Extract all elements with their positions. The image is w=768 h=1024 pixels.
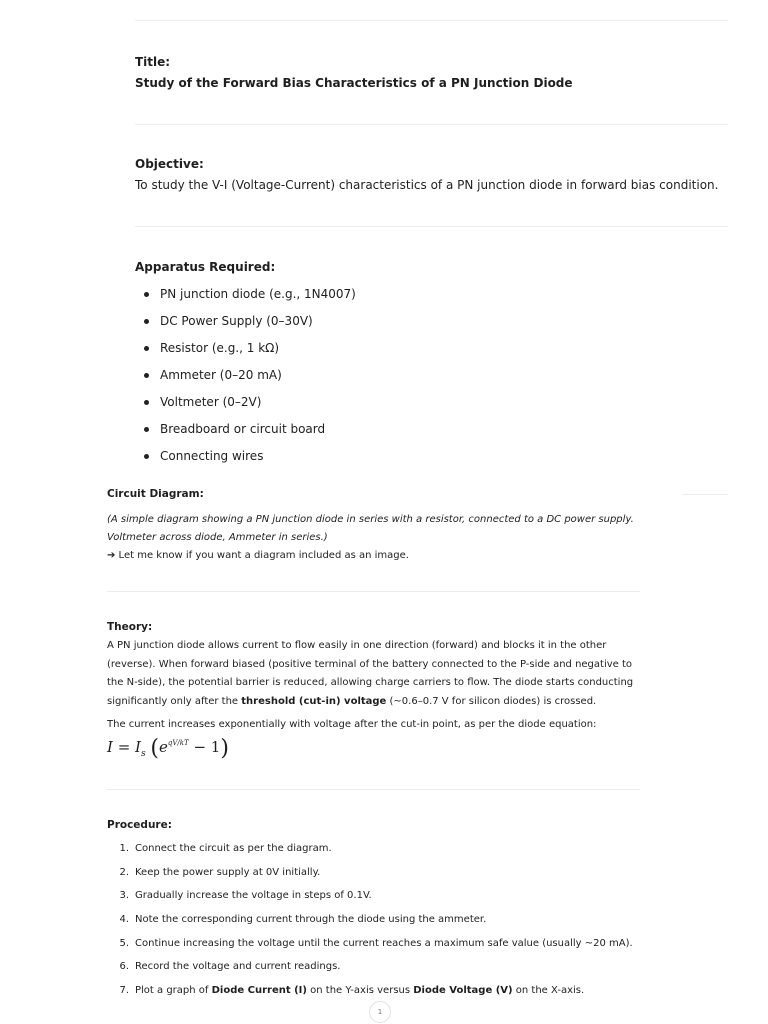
list-item — [144, 421, 356, 448]
list-item — [144, 340, 356, 367]
step-number: 3. — [119, 890, 129, 902]
document-title: Study of the Forward Bias Characteristics of a PN Junction Diode — [135, 76, 573, 90]
bullet-icon — [144, 427, 149, 432]
apparatus-item: DC Power Supply (0–30V) — [160, 314, 313, 328]
bullet-icon — [144, 454, 149, 459]
procedure-heading: Procedure: — [107, 819, 172, 831]
apparatus-item: Voltmeter (0–2V) — [160, 395, 262, 409]
step-number: 5. — [119, 937, 129, 949]
objective-heading: Objective: — [135, 157, 204, 171]
list-item — [107, 935, 633, 959]
step-number: 7. — [119, 985, 129, 997]
bullet-icon — [144, 319, 149, 324]
bullet-icon — [144, 373, 149, 378]
threshold-voltage-term: threshold (cut-in) voltage — [241, 695, 387, 707]
step-number: 1. — [119, 843, 129, 854]
paren-open: ( — [150, 736, 159, 761]
list-item — [144, 313, 356, 340]
theory-heading: Theory: — [107, 621, 153, 633]
circuit-heading: Circuit Diagram: — [107, 488, 204, 500]
apparatus-item: Breadboard or circuit board — [160, 422, 326, 436]
list-item — [107, 840, 633, 864]
apparatus-list — [144, 286, 356, 475]
step-text: on the Y-axis versus — [306, 985, 414, 997]
theory-paragraph — [107, 637, 642, 711]
step-text: Plot a graph of — [135, 985, 212, 997]
apparatus-heading: Apparatus Required: — [135, 260, 276, 274]
circuit-note-line1: (A simple diagram showing a PN junction diode in series with a resistor, connected to a DC power supply. — [107, 514, 634, 525]
bullet-icon — [144, 292, 149, 297]
theory-text-start: A PN junction diode allows current to flow easily in one direction (forward) and blocks it in the other (reverse). When forward biased (positive terminal of the battery connected to the P-side and negative to the N-side), the potential barrier is reduced, allowing charge carriers to flow. The diode starts conducting significantly only after the — [107, 640, 634, 707]
title-heading: Title: — [135, 55, 171, 69]
list-item — [107, 911, 633, 935]
list-item — [144, 394, 356, 421]
divider — [135, 226, 728, 227]
step-text: Note the corresponding current through the diode using the ammeter. — [135, 914, 487, 926]
step-text: Keep the power supply at 0V initially. — [135, 866, 321, 878]
list-item — [144, 448, 356, 475]
list-item — [107, 887, 633, 911]
theory-paragraph-2: The current increases exponentially with voltage after the cut-in point, as per the diode equation: — [107, 719, 597, 730]
step-bold-term: Diode Current (I) — [211, 985, 307, 997]
step-number: 2. — [119, 866, 129, 878]
apparatus-item: Ammeter (0–20 mA) — [160, 368, 282, 382]
equation-subscript: s — [140, 749, 146, 759]
step-text: Continue increasing the voltage until the current reaches a maximum safe value (usually ~20 mA). — [135, 937, 633, 949]
apparatus-item: Connecting wires — [160, 449, 264, 463]
equation-e: e — [158, 738, 168, 756]
bullet-icon — [144, 400, 149, 405]
procedure-list — [107, 840, 633, 1006]
paren-close: ) — [220, 736, 229, 761]
equation-minus-one: − 1 — [193, 738, 221, 756]
diode-equation — [107, 736, 229, 761]
page-indicator[interactable]: 1 — [369, 1001, 391, 1023]
circuit-note-line2: Voltmeter across diode, Ammeter in series.) — [107, 532, 328, 543]
diagram-offer: ➔ Let me know if you want a diagram included as an image. — [107, 550, 409, 561]
divider — [135, 124, 728, 125]
bullet-icon — [144, 346, 149, 351]
theory-text-end: (~0.6–0.7 V for silicon diodes) is crossed. — [386, 695, 597, 707]
step-bold-term: Diode Voltage (V) — [413, 985, 513, 997]
objective-text: To study the V-I (Voltage-Current) characteristics of a PN junction diode in forward bias condition. — [135, 178, 719, 192]
step-text: Record the voltage and current readings. — [135, 961, 341, 973]
apparatus-item: Resistor (e.g., 1 kΩ) — [160, 341, 280, 355]
divider — [682, 494, 728, 495]
list-item — [107, 958, 633, 982]
divider — [135, 20, 728, 21]
equation-exponent: qV/kT — [167, 739, 189, 747]
step-text: Connect the circuit as per the diagram. — [135, 843, 332, 854]
list-item — [144, 367, 356, 394]
step-number: 4. — [119, 914, 129, 926]
list-item — [107, 982, 633, 1006]
step-text: on the X-axis. — [512, 985, 585, 997]
divider — [107, 591, 640, 592]
list-item — [144, 286, 356, 313]
divider — [107, 789, 640, 790]
apparatus-item: PN junction diode (e.g., 1N4007) — [160, 287, 356, 301]
list-item — [107, 864, 633, 888]
step-text: Gradually increase the voltage in steps of 0.1V. — [135, 890, 372, 902]
equation-lhs: I = I — [107, 738, 141, 756]
step-number: 6. — [119, 961, 129, 973]
